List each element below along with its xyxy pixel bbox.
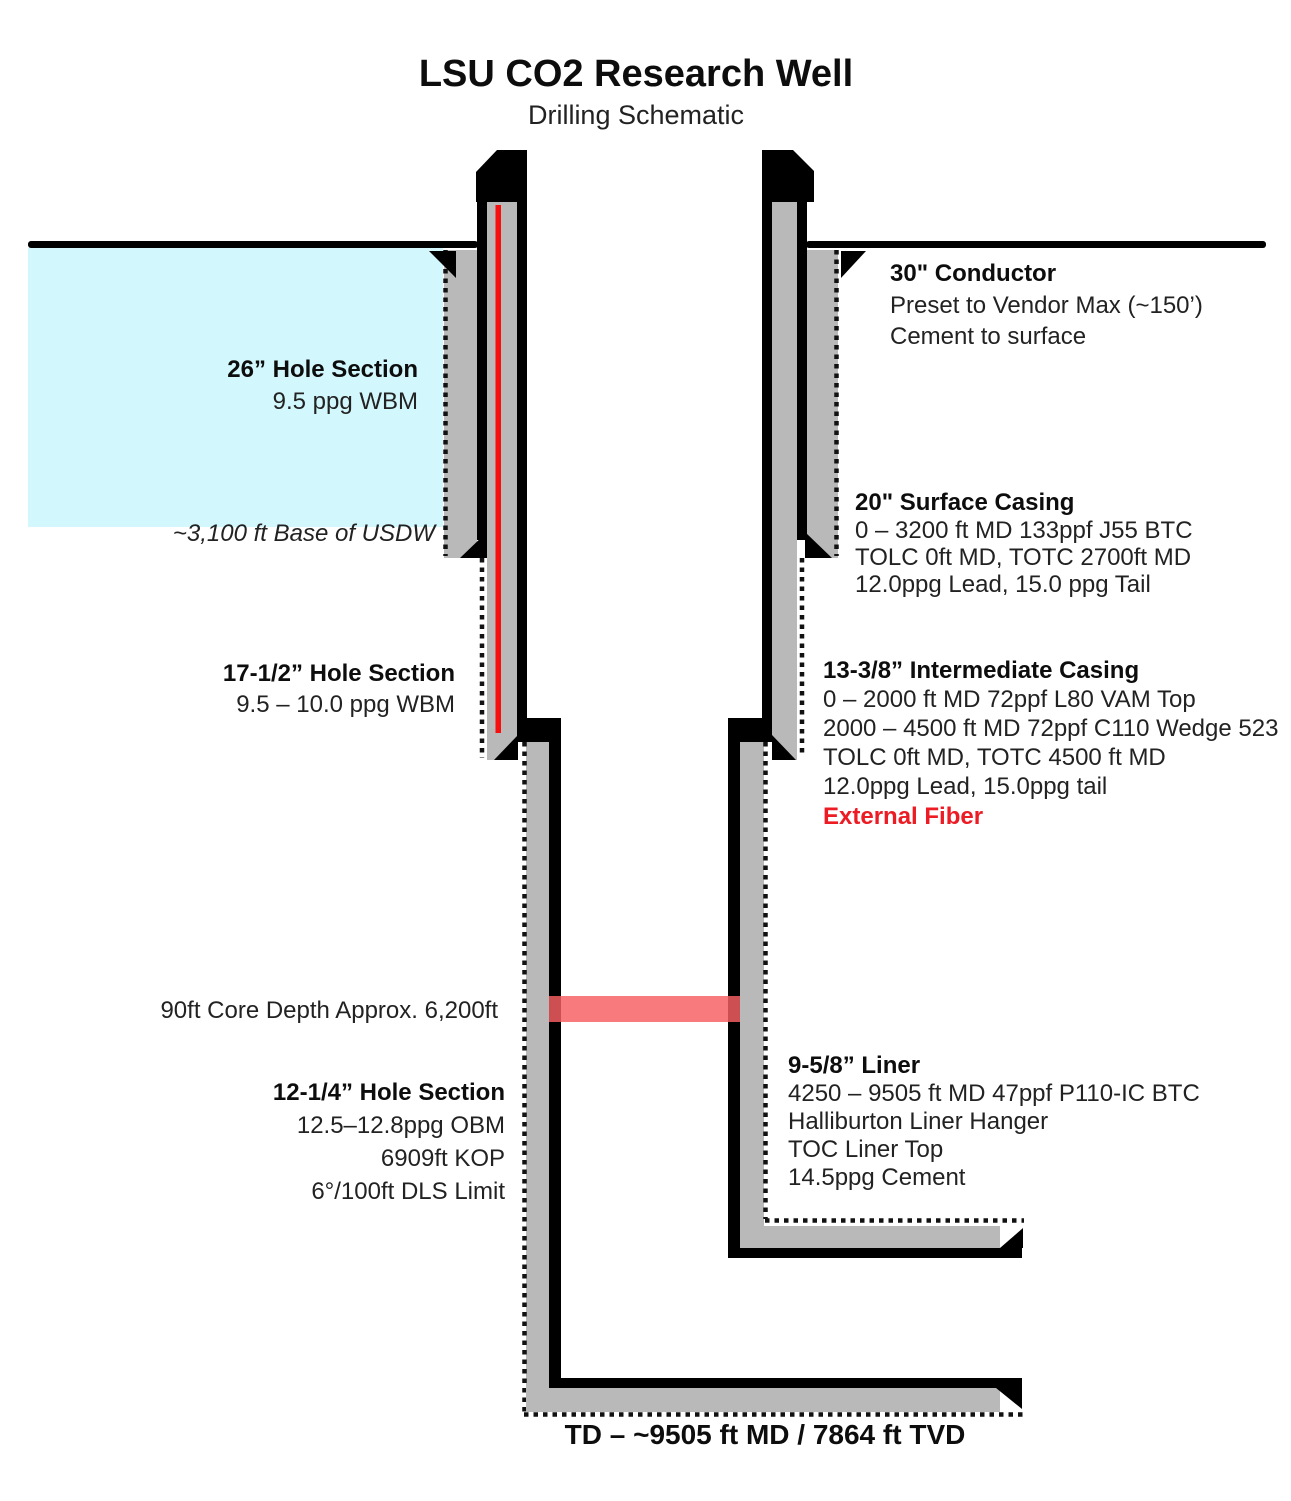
conductor-line1: Preset to Vendor Max (~150’) [890,292,1203,319]
intermediate-casing-wall-left [517,202,527,722]
conductor-title: 30" Conductor [890,260,1057,287]
annulus-cement-right [772,202,797,760]
annulus-cement-left [487,202,517,760]
lower-cement-left [526,742,549,1412]
liner-cement-vertical [740,742,764,1248]
surface-casing-title: 20" Surface Casing [855,489,1075,516]
surface-casing-line3: 12.0ppg Lead, 15.0 ppg Tail [855,571,1151,598]
page-subtitle: Drilling Schematic [527,100,745,130]
hole17-mud: 9.5 – 10.0 ppg WBM [236,691,455,718]
surface-casing-wall-left [477,202,487,540]
hole26-title: 26” Hole Section [227,356,418,383]
surface-line-right [806,241,1266,248]
hole17-title: 17-1/2” Hole Section [222,660,455,687]
liner-line3: TOC Liner Top [788,1136,944,1163]
conductor-right-body [807,250,838,558]
liner-title: 9-5/8” Liner [788,1052,921,1079]
surface-casing-line1: 0 – 3200 ft MD 133ppf J55 BTC [855,517,1193,544]
hole12-kop: 6909ft KOP [380,1145,505,1172]
intermediate-casing-line3: TOLC 0ft MD, TOTC 4500 ft MD [823,744,1166,771]
td-label: TD – ~9505 ft MD / 7864 ft TVD [564,1419,966,1450]
core-label: 90ft Core Depth Approx. 6,200ft [160,997,498,1024]
intermediate-casing-line2: 2000 – 4500 ft MD 72ppf C110 Wedge 523 [823,715,1279,742]
liner-wall-horizontal [728,1248,1022,1258]
core-interval-band [549,996,740,1022]
intermediate-casing-wall-right [762,202,772,722]
intermediate-casing-title: 13-3/8” Intermediate Casing [823,657,1140,684]
page-title: LSU CO2 Research Well [418,53,854,95]
liner-cement-horizontal [740,1226,1000,1248]
intermediate-casing-line4: 12.0ppg Lead, 15.0ppg tail [823,773,1108,800]
hole12-dls: 6°/100ft DLS Limit [311,1178,505,1205]
hole26-mud: 9.5 ppg WBM [272,388,418,415]
liner-line2: Halliburton Liner Hanger [788,1108,1049,1135]
hole12-mud: 12.5–12.8ppg OBM [296,1112,505,1139]
liner-hanger-step-left [517,718,561,742]
liner-line4: 14.5ppg Cement [788,1164,966,1191]
conductor-line2: Cement to surface [890,323,1087,350]
liner-hanger-step-right [728,718,772,742]
liner-line1: 4250 – 9505 ft MD 47ppf P110-IC BTC [788,1080,1200,1107]
conductor-left-body [444,250,477,558]
usdw-label: ~3,100 ft Base of USDW [172,520,435,547]
external-fiber-line [496,205,502,733]
surface-line-left [28,241,478,248]
wellhead-cap-right [762,150,814,202]
liner-shoe-wedge [1000,1228,1023,1248]
surface-casing-wall-right [797,202,807,540]
td-cement-horizontal [526,1388,1000,1412]
surface-hanger-wedge-right [841,251,866,278]
surface-casing-line2: TOLC 0ft MD, TOTC 2700ft MD [855,544,1192,571]
hole12-title: 12-1/4” Hole Section [272,1079,505,1106]
external-fiber-label: External Fiber [823,803,984,830]
td-wall-horizontal [549,1378,1022,1388]
lower-wall-left [549,742,561,1388]
intermediate-casing-line1: 0 – 2000 ft MD 72ppf L80 VAM Top [823,686,1196,713]
wellhead-cap-left [476,150,527,202]
